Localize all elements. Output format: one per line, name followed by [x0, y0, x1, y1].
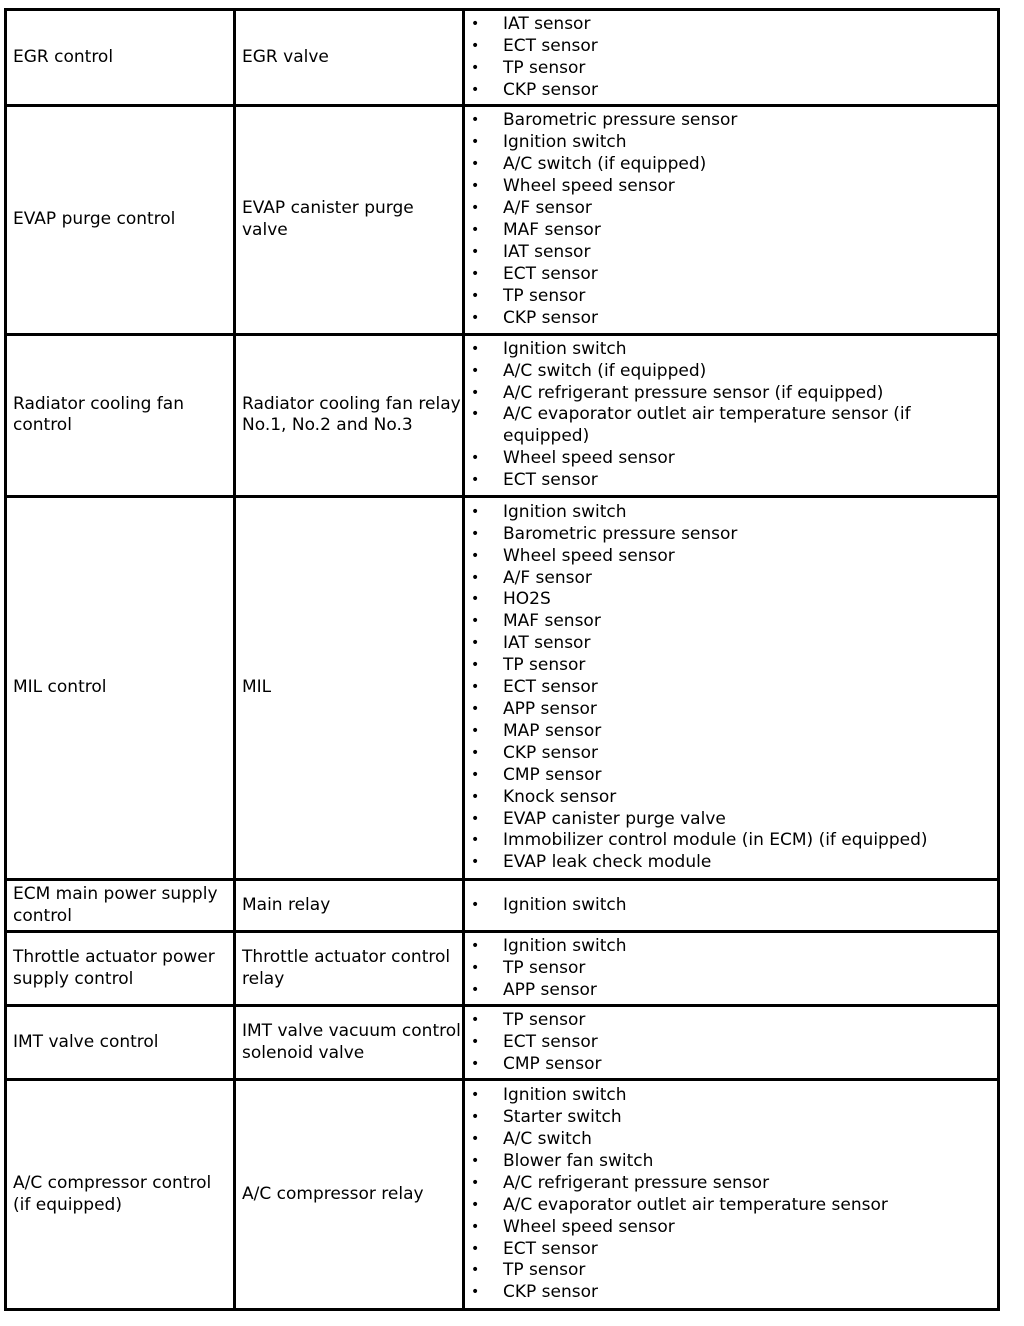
- table-row: [6, 497, 999, 880]
- sensor-list-cell: [464, 497, 999, 880]
- sensor-item: • Wheel speed sensor: [465, 448, 993, 470]
- function-cell: ECM main power supply control: [6, 879, 235, 931]
- actuator-cell: Throttle actuator control relay: [235, 932, 464, 1006]
- function-cell: Throttle actuator power supply control: [6, 932, 235, 1006]
- sensor-item: • APP sensor: [465, 980, 993, 1002]
- sensor-list: [465, 502, 993, 874]
- sensor-item: • IAT sensor: [465, 14, 993, 36]
- table-body: [6, 10, 999, 1310]
- table-row: [6, 334, 999, 496]
- sensor-list: [465, 895, 993, 917]
- sensor-item: • A/C switch (if equipped): [465, 154, 993, 176]
- function-cell: MIL control: [6, 497, 235, 880]
- sensor-item: • CKP sensor: [465, 743, 993, 765]
- sensor-item: • Barometric pressure sensor: [465, 110, 993, 132]
- sensor-item: • EVAP canister purge valve: [465, 809, 993, 831]
- sensor-item: • TP sensor: [465, 958, 993, 980]
- actuator-cell: MIL: [235, 497, 464, 880]
- sensor-list-cell: [464, 879, 999, 931]
- sensor-item: • MAP sensor: [465, 721, 993, 743]
- sensor-item: • MAF sensor: [465, 220, 993, 242]
- actuator-cell: Radiator cooling fan relay No.1, No.2 and No.3: [235, 334, 464, 496]
- sensor-item: • TP sensor: [465, 58, 993, 80]
- sensor-list: [465, 339, 993, 492]
- sensor-item: • Ignition switch: [465, 502, 993, 524]
- sensor-item: • TP sensor: [465, 1010, 993, 1032]
- sensor-list-cell: [464, 334, 999, 496]
- sensor-item: • HO2S: [465, 589, 993, 611]
- sensor-item: • Ignition switch: [465, 132, 993, 154]
- sensor-list: [465, 1010, 993, 1076]
- sensor-item: • IAT sensor: [465, 633, 993, 655]
- sensor-item: • TP sensor: [465, 655, 993, 677]
- sensor-item: • Ignition switch: [465, 339, 993, 361]
- sensor-item: • CKP sensor: [465, 1282, 993, 1304]
- actuator-cell: A/C compressor relay: [235, 1080, 464, 1310]
- table-row: [6, 1006, 999, 1080]
- sensor-list: [465, 14, 993, 102]
- sensor-list-cell: [464, 10, 999, 106]
- sensor-item: • Wheel speed sensor: [465, 546, 993, 568]
- sensor-list-cell: [464, 1080, 999, 1310]
- table-row: [6, 879, 999, 931]
- sensor-item: • MAF sensor: [465, 611, 993, 633]
- sensor-item: • Wheel speed sensor: [465, 1217, 993, 1239]
- sensor-item: • CKP sensor: [465, 308, 993, 330]
- sensor-list-cell: [464, 932, 999, 1006]
- sensor-list-cell: [464, 106, 999, 335]
- table-row: [6, 932, 999, 1006]
- sensor-item: • CKP sensor: [465, 80, 993, 102]
- table-row: [6, 106, 999, 335]
- sensor-item: • A/F sensor: [465, 198, 993, 220]
- sensor-item: • Ignition switch: [465, 1085, 993, 1107]
- sensor-item: • IAT sensor: [465, 242, 993, 264]
- function-cell: Radiator cooling fan control: [6, 334, 235, 496]
- table-row: [6, 1080, 999, 1310]
- sensor-item: • Wheel speed sensor: [465, 176, 993, 198]
- sensor-item: • ECT sensor: [465, 677, 993, 699]
- sensor-item: • Immobilizer control module (in ECM) (if equipped): [465, 830, 993, 852]
- function-cell: EVAP purge control: [6, 106, 235, 335]
- sensor-item: • ECT sensor: [465, 470, 993, 492]
- control-system-table: [4, 8, 1000, 1311]
- function-cell: IMT valve control: [6, 1006, 235, 1080]
- table-row: [6, 10, 999, 106]
- sensor-item: • Knock sensor: [465, 787, 993, 809]
- sensor-item: • CMP sensor: [465, 1054, 993, 1076]
- sensor-item: • ECT sensor: [465, 1239, 993, 1261]
- actuator-cell: EVAP canister purge valve: [235, 106, 464, 335]
- sensor-item: • A/C switch (if equipped): [465, 361, 993, 383]
- sensor-item: • ECT sensor: [465, 36, 993, 58]
- sensor-item: • Starter switch: [465, 1107, 993, 1129]
- actuator-cell: IMT valve vacuum control solenoid valve: [235, 1006, 464, 1080]
- sensor-item: • A/C refrigerant pressure sensor (if equipped): [465, 383, 993, 405]
- sensor-item: • Barometric pressure sensor: [465, 524, 993, 546]
- sensor-item: • ECT sensor: [465, 264, 993, 286]
- sensor-item: • A/C evaporator outlet air temperature sensor: [465, 1195, 993, 1217]
- sensor-item: • A/C switch: [465, 1129, 993, 1151]
- sensor-list: [465, 110, 993, 329]
- sensor-item: • TP sensor: [465, 286, 993, 308]
- sensor-list: [465, 1085, 993, 1304]
- sensor-item: • EVAP leak check module: [465, 852, 993, 874]
- sensor-item: • CMP sensor: [465, 765, 993, 787]
- sensor-item: • A/F sensor: [465, 568, 993, 590]
- sensor-item: • A/C refrigerant pressure sensor: [465, 1173, 993, 1195]
- sensor-item: • Ignition switch: [465, 936, 993, 958]
- function-cell: EGR control: [6, 10, 235, 106]
- sensor-item: • Blower fan switch: [465, 1151, 993, 1173]
- sensor-item: • A/C evaporator outlet air temperature sensor (if equipped): [465, 404, 993, 448]
- sensor-item: • TP sensor: [465, 1260, 993, 1282]
- actuator-cell: EGR valve: [235, 10, 464, 106]
- function-cell: A/C compressor control (if equipped): [6, 1080, 235, 1310]
- sensor-list-cell: [464, 1006, 999, 1080]
- sensor-list: [465, 936, 993, 1002]
- sensor-item: • APP sensor: [465, 699, 993, 721]
- sensor-item: • Ignition switch: [465, 895, 993, 917]
- sensor-item: • ECT sensor: [465, 1032, 993, 1054]
- actuator-cell: Main relay: [235, 879, 464, 931]
